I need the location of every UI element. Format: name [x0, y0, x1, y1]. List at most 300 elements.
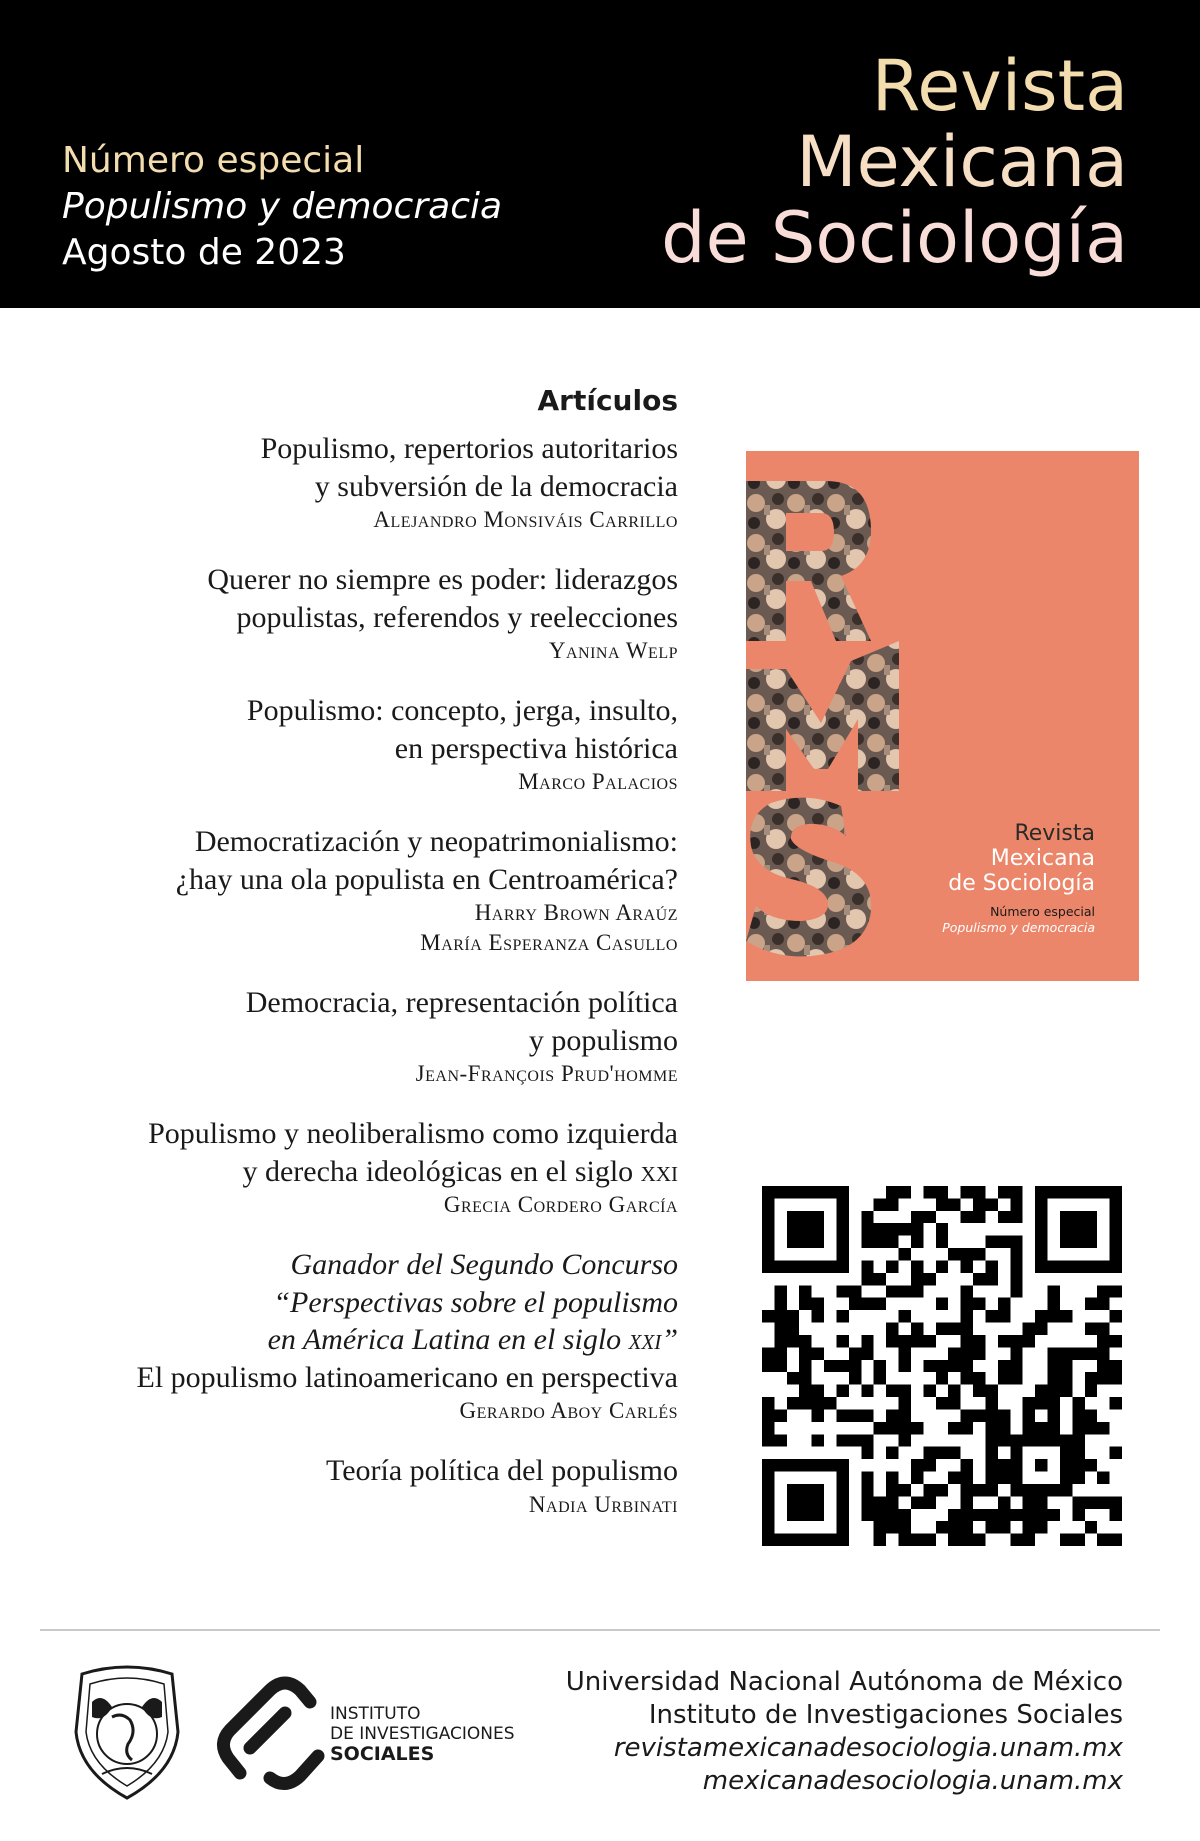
article-title — [40, 430, 678, 505]
article-title-line: y populismo — [528, 1023, 678, 1057]
qr-module — [762, 1248, 774, 1260]
qr-module — [874, 1422, 886, 1434]
qr-module — [774, 1347, 786, 1359]
qr-module — [861, 1236, 873, 1248]
qr-module — [961, 1409, 973, 1421]
qr-module — [1023, 1496, 1035, 1508]
qr-module — [874, 1298, 886, 1310]
article-item — [40, 1452, 678, 1520]
qr-module — [787, 1335, 799, 1347]
cover-issue-theme: Populismo y democracia — [942, 920, 1095, 935]
qr-module — [1010, 1248, 1022, 1260]
qr-module — [812, 1496, 824, 1508]
qr-module — [1072, 1434, 1084, 1446]
article-item — [40, 561, 678, 666]
qr-module — [973, 1335, 985, 1347]
qr-module — [1085, 1260, 1097, 1272]
qr-module — [1035, 1496, 1047, 1508]
qr-module — [824, 1534, 836, 1546]
qr-module — [849, 1372, 861, 1384]
qr-module — [1072, 1186, 1084, 1198]
qr-module — [998, 1360, 1010, 1372]
qr-module — [998, 1186, 1010, 1198]
qr-module — [899, 1360, 911, 1372]
qr-module — [1097, 1472, 1109, 1484]
qr-module — [985, 1447, 997, 1459]
qr-module — [886, 1422, 898, 1434]
qr-module — [985, 1434, 997, 1446]
qr-module — [762, 1534, 774, 1546]
qr-module — [774, 1360, 786, 1372]
qr-module — [836, 1285, 848, 1297]
article-title-line: Populismo y neoliberalismo como izquierda — [148, 1117, 678, 1150]
qr-module — [1085, 1409, 1097, 1421]
qr-module — [874, 1360, 886, 1372]
qr-module — [948, 1521, 960, 1533]
qr-module — [899, 1223, 911, 1235]
qr-module — [1110, 1534, 1122, 1546]
header-banner — [0, 0, 1200, 308]
qr-module — [812, 1434, 824, 1446]
qr-module — [762, 1310, 774, 1322]
qr-module — [1010, 1472, 1022, 1484]
qr-module — [936, 1236, 948, 1248]
qr-module — [1035, 1310, 1047, 1322]
qr-module — [899, 1385, 911, 1397]
qr-module — [1035, 1211, 1047, 1223]
qr-module — [899, 1484, 911, 1496]
article-title — [40, 1359, 678, 1397]
qr-module — [1085, 1323, 1097, 1335]
qr-module — [961, 1285, 973, 1297]
qr-module — [948, 1509, 960, 1521]
qr-module — [1085, 1496, 1097, 1508]
qr-module — [961, 1248, 973, 1260]
qr-module — [899, 1422, 911, 1434]
qr-module — [961, 1372, 973, 1384]
qr-module — [774, 1409, 786, 1421]
qr-module — [812, 1347, 824, 1359]
issue-label: Número especial — [62, 140, 365, 181]
qr-module — [1097, 1186, 1109, 1198]
qr-module — [948, 1472, 960, 1484]
qr-module — [762, 1211, 774, 1223]
qr-module — [961, 1335, 973, 1347]
article-title-line: ¿hay una ola populista en Centroamérica? — [175, 862, 678, 896]
qr-module — [1110, 1509, 1122, 1521]
qr-module — [1023, 1484, 1035, 1496]
qr-module — [961, 1360, 973, 1372]
qr-module — [899, 1409, 911, 1421]
qr-module — [1010, 1484, 1022, 1496]
qr-module — [886, 1223, 898, 1235]
qr-module — [886, 1484, 898, 1496]
article-title-text: y derecha ideológicas en el siglo — [242, 1154, 641, 1188]
qr-module — [824, 1459, 836, 1471]
qr-module — [899, 1397, 911, 1409]
qr-module — [812, 1409, 824, 1421]
qr-module — [985, 1273, 997, 1285]
qr-module — [874, 1236, 886, 1248]
qr-module — [824, 1186, 836, 1198]
qr-module — [1035, 1385, 1047, 1397]
article-title-line: Populismo, repertorios autoritarios — [260, 432, 678, 465]
qr-module — [985, 1397, 997, 1409]
qr-module — [985, 1484, 997, 1496]
issue-info — [62, 138, 502, 276]
qr-module — [861, 1298, 873, 1310]
qr-module — [849, 1298, 861, 1310]
qr-module — [936, 1360, 948, 1372]
qr-module — [948, 1397, 960, 1409]
qr-module — [799, 1372, 811, 1384]
qr-module — [1048, 1484, 1060, 1496]
qr-module — [836, 1534, 848, 1546]
qr-module — [985, 1459, 997, 1471]
qr-module — [1097, 1422, 1109, 1434]
qr-module — [973, 1534, 985, 1546]
qr-module — [836, 1496, 848, 1508]
qr-module — [886, 1198, 898, 1210]
qr-module — [787, 1310, 799, 1322]
qr-module — [961, 1323, 973, 1335]
article-title-line: Populismo: concepto, jerga, insulto, — [246, 694, 678, 727]
article-title — [40, 823, 678, 898]
qr-module — [1048, 1509, 1060, 1521]
qr-module — [948, 1447, 960, 1459]
iis-logo-line: SOCIALES — [330, 1743, 435, 1765]
century-numeral: xxi — [640, 1154, 678, 1188]
article-author: Grecia Cordero García — [443, 1192, 678, 1217]
qr-module — [799, 1223, 811, 1235]
qr-module — [1010, 1459, 1022, 1471]
qr-module — [1072, 1472, 1084, 1484]
qr-module — [762, 1459, 774, 1471]
qr-module — [836, 1260, 848, 1272]
articles-list — [40, 376, 678, 1546]
qr-module — [799, 1484, 811, 1496]
qr-module — [936, 1372, 948, 1384]
qr-module — [886, 1285, 898, 1297]
qr-module — [1010, 1509, 1022, 1521]
qr-module — [973, 1211, 985, 1223]
qr-module — [861, 1273, 873, 1285]
qr-module — [1060, 1372, 1072, 1384]
qr-module — [1085, 1422, 1097, 1434]
qr-module — [948, 1385, 960, 1397]
cover-issue-label: Número especial — [990, 904, 1095, 919]
qr-module — [861, 1472, 873, 1484]
qr-module — [1060, 1236, 1072, 1248]
qr-module — [836, 1310, 848, 1322]
qr-module — [1035, 1198, 1047, 1210]
article-item — [40, 692, 678, 797]
qr-module — [936, 1298, 948, 1310]
qr-module — [948, 1248, 960, 1260]
qr-module — [936, 1198, 948, 1210]
qr-module — [1023, 1422, 1035, 1434]
qr-module — [961, 1472, 973, 1484]
qr-module — [923, 1534, 935, 1546]
qr-module — [1010, 1198, 1022, 1210]
qr-module — [787, 1223, 799, 1235]
qr-module — [1048, 1385, 1060, 1397]
qr-module — [886, 1186, 898, 1198]
qr-module — [911, 1459, 923, 1471]
qr-module — [1072, 1397, 1084, 1409]
qr-module — [1072, 1496, 1084, 1508]
qr-module — [923, 1385, 935, 1397]
article-author: Marco Palacios — [518, 769, 678, 794]
qr-module — [762, 1360, 774, 1372]
qr-module — [1097, 1360, 1109, 1372]
qr-module — [1035, 1323, 1047, 1335]
iis-logo-line: INSTITUTO — [330, 1704, 421, 1724]
qr-module — [911, 1534, 923, 1546]
qr-module — [812, 1484, 824, 1496]
qr-module — [886, 1323, 898, 1335]
article-title-line: Democracia, representación política — [245, 986, 678, 1019]
qr-module — [1085, 1521, 1097, 1533]
qr-module — [1060, 1385, 1072, 1397]
qr-module — [812, 1310, 824, 1322]
article-title-line — [40, 1153, 678, 1191]
qr-module — [1085, 1459, 1097, 1471]
qr-module — [1023, 1534, 1035, 1546]
qr-module — [1048, 1372, 1060, 1384]
cover-title-line: Revista — [1014, 821, 1095, 846]
qr-module — [762, 1260, 774, 1272]
article-title — [40, 1115, 678, 1190]
qr-module — [961, 1211, 973, 1223]
qr-module — [874, 1223, 886, 1235]
article-title — [40, 1452, 678, 1490]
qr-module — [899, 1285, 911, 1297]
qr-module — [812, 1260, 824, 1272]
award-note-line: “Perspectivas sobre el populismo — [273, 1285, 678, 1319]
qr-module — [799, 1211, 811, 1223]
qr-module — [874, 1372, 886, 1384]
qr-module — [923, 1484, 935, 1496]
website-link[interactable]: revistamexicanadesociologia.unam.mx — [613, 1733, 1123, 1763]
qr-module — [774, 1186, 786, 1198]
qr-module — [861, 1509, 873, 1521]
qr-module — [1048, 1422, 1060, 1434]
qr-module — [1048, 1347, 1060, 1359]
qr-module — [948, 1347, 960, 1359]
century-numeral: xxi — [628, 1323, 662, 1356]
qr-module — [911, 1496, 923, 1508]
qr-module — [812, 1211, 824, 1223]
qr-module — [1060, 1223, 1072, 1235]
qr-module — [1035, 1186, 1047, 1198]
institute-name: Instituto de Investigaciones Sociales — [648, 1700, 1123, 1730]
qr-module — [762, 1434, 774, 1446]
qr-module — [787, 1534, 799, 1546]
website-link[interactable]: mexicanadesociologia.unam.mx — [702, 1766, 1123, 1796]
qr-module — [961, 1347, 973, 1359]
article-author: María Esperanza Casullo — [420, 930, 678, 955]
qr-module — [923, 1335, 935, 1347]
qr-module — [799, 1260, 811, 1272]
qr-module — [874, 1509, 886, 1521]
qr-module — [923, 1459, 935, 1471]
qr-module — [961, 1422, 973, 1434]
qr-module — [886, 1236, 898, 1248]
article-item — [40, 1246, 678, 1426]
qr-module — [787, 1186, 799, 1198]
qr-module — [911, 1285, 923, 1297]
qr-module — [1110, 1372, 1122, 1384]
iis-logo-icon — [210, 1668, 328, 1798]
qr-module — [762, 1472, 774, 1484]
qr-module — [1110, 1496, 1122, 1508]
qr-module — [886, 1472, 898, 1484]
qr-module — [973, 1409, 985, 1421]
qr-module — [1010, 1447, 1022, 1459]
qr-module — [948, 1534, 960, 1546]
qr-module — [973, 1484, 985, 1496]
qr-module — [1010, 1360, 1022, 1372]
qr-module — [1072, 1447, 1084, 1459]
qr-module — [836, 1434, 848, 1446]
qr-module — [874, 1521, 886, 1533]
qr-module — [762, 1186, 774, 1198]
qr-module — [1048, 1285, 1060, 1297]
qr-module — [1010, 1347, 1022, 1359]
qr-module — [1060, 1459, 1072, 1471]
qr-module — [861, 1211, 873, 1223]
qr-module — [1110, 1285, 1122, 1297]
qr-module — [923, 1360, 935, 1372]
qr-module — [1010, 1260, 1022, 1272]
qr-module — [824, 1360, 836, 1372]
qr-module — [861, 1434, 873, 1446]
qr-module — [886, 1260, 898, 1272]
qr-module — [1072, 1534, 1084, 1546]
qr-module — [1060, 1447, 1072, 1459]
qr-module — [1010, 1434, 1022, 1446]
qr-module — [998, 1372, 1010, 1384]
qr-module — [799, 1397, 811, 1409]
qr-module — [973, 1372, 985, 1384]
qr-module — [1048, 1260, 1060, 1272]
qr-module — [836, 1472, 848, 1484]
qr-module — [774, 1310, 786, 1322]
article-author: Gerardo Aboy Carlés — [459, 1398, 678, 1423]
award-note-line: Ganador del Segundo Concurso — [290, 1248, 678, 1281]
qr-module — [1023, 1335, 1035, 1347]
qr-module — [961, 1310, 973, 1322]
qr-module — [923, 1273, 935, 1285]
qr-module — [899, 1434, 911, 1446]
qr-module — [961, 1459, 973, 1471]
qr-module — [923, 1447, 935, 1459]
qr-module — [1110, 1310, 1122, 1322]
qr-module — [998, 1434, 1010, 1446]
qr-module — [874, 1198, 886, 1210]
qr-module — [774, 1285, 786, 1297]
qr-module — [1060, 1310, 1072, 1322]
qr-module — [998, 1211, 1010, 1223]
article-item — [40, 984, 678, 1089]
qr-module — [1010, 1236, 1022, 1248]
qr-module — [1010, 1273, 1022, 1285]
qr-module — [762, 1397, 774, 1409]
qr-module — [1072, 1409, 1084, 1421]
qr-module — [799, 1347, 811, 1359]
qr-module — [849, 1409, 861, 1421]
qr-module — [1097, 1260, 1109, 1272]
qr-module — [799, 1496, 811, 1508]
qr-code-icon[interactable] — [762, 1186, 1122, 1546]
qr-module — [799, 1534, 811, 1546]
qr-module — [961, 1484, 973, 1496]
qr-module — [899, 1347, 911, 1359]
qr-module — [985, 1409, 997, 1421]
qr-module — [762, 1521, 774, 1533]
qr-module — [948, 1323, 960, 1335]
qr-module — [948, 1422, 960, 1434]
qr-module — [911, 1323, 923, 1335]
qr-module — [849, 1434, 861, 1446]
qr-module — [911, 1236, 923, 1248]
qr-module — [774, 1260, 786, 1272]
qr-module — [1110, 1211, 1122, 1223]
qr-module — [1072, 1347, 1084, 1359]
qr-module — [899, 1534, 911, 1546]
article-item — [40, 430, 678, 535]
qr-module — [936, 1447, 948, 1459]
qr-module — [861, 1335, 873, 1347]
qr-module — [886, 1447, 898, 1459]
qr-module — [899, 1509, 911, 1521]
qr-module — [985, 1198, 997, 1210]
qr-module — [1072, 1211, 1084, 1223]
qr-module — [923, 1496, 935, 1508]
article-title — [40, 984, 678, 1059]
article-author: Harry Brown Araúz — [474, 900, 678, 925]
qr-module — [824, 1397, 836, 1409]
qr-module — [836, 1459, 848, 1471]
qr-module — [1085, 1298, 1097, 1310]
article-item — [40, 1115, 678, 1220]
qr-module — [799, 1285, 811, 1297]
qr-module — [787, 1211, 799, 1223]
qr-module — [985, 1521, 997, 1533]
qr-module — [836, 1211, 848, 1223]
qr-module — [1085, 1372, 1097, 1384]
qr-module — [1023, 1434, 1035, 1446]
qr-module — [911, 1273, 923, 1285]
qr-module — [1097, 1335, 1109, 1347]
qr-module — [774, 1434, 786, 1446]
qr-module — [1085, 1347, 1097, 1359]
qr-module — [936, 1186, 948, 1198]
qr-module — [1035, 1422, 1047, 1434]
qr-module — [1085, 1186, 1097, 1198]
journal-title — [661, 45, 1128, 279]
qr-module — [1110, 1223, 1122, 1235]
qr-module — [998, 1310, 1010, 1322]
qr-module — [1060, 1260, 1072, 1272]
qr-module — [923, 1211, 935, 1223]
qr-module — [1023, 1323, 1035, 1335]
qr-module — [861, 1484, 873, 1496]
qr-module — [762, 1496, 774, 1508]
qr-module — [1048, 1409, 1060, 1421]
qr-module — [1097, 1347, 1109, 1359]
